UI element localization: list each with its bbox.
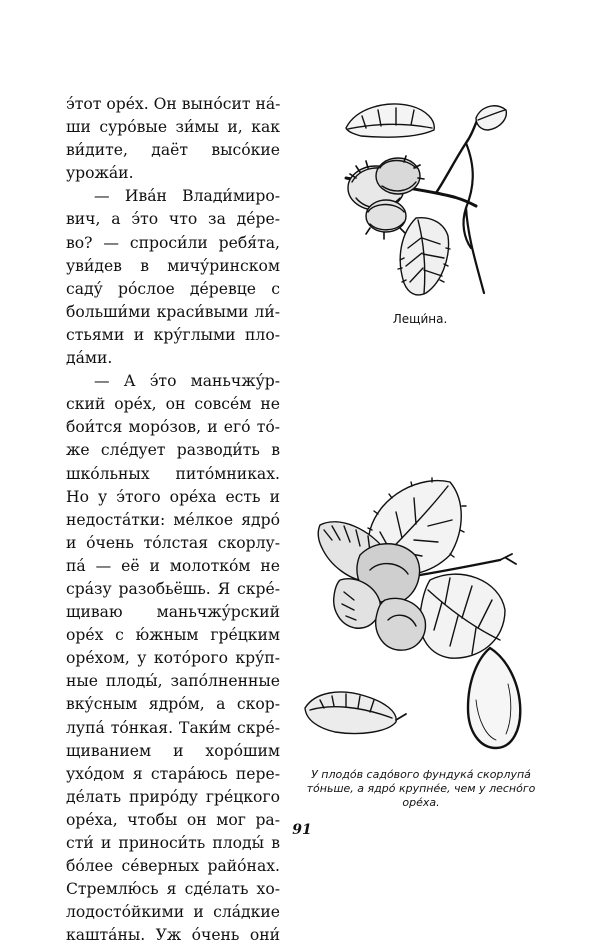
text-line: шко́льных пито́мниках.: [66, 464, 280, 483]
hazel-branch-illustration: [316, 98, 512, 303]
text-line: — А э́то маньчжу́р-: [94, 372, 280, 391]
text-line: кашта́ны. Уж о́чень они́: [66, 926, 280, 945]
text-line: оре́хом, у кото́рого кру́п-: [66, 649, 280, 668]
filbert-illustration: [300, 470, 530, 755]
text-line: во? — спроси́ли ребя́та,: [66, 233, 280, 252]
text-line: да́ми.: [66, 349, 113, 368]
text-line: сти́ и приноси́ть плоды́ в: [66, 834, 280, 852]
text-line: урожа́и.: [66, 164, 134, 183]
text-line: и о́чень то́лстая скорлу-: [66, 533, 280, 552]
filbert-caption: [292, 768, 550, 810]
text-line: сра́зу разобьёшь. Я скре́-: [66, 579, 280, 598]
text-line: стьями и кру́глыми пло-: [66, 325, 280, 344]
text-line: ви́дите, даёт высо́кие: [66, 141, 280, 160]
text-line: лодосто́йкими и сла́дкие: [66, 903, 280, 922]
text-line: Но у э́того оре́ха есть и: [66, 487, 280, 506]
text-line: де́лать приро́ду гре́цкого: [66, 787, 280, 806]
text-line: больши́ми краси́выми ли́-: [66, 302, 280, 321]
text-line: щиваю маньчжу́рский: [66, 603, 280, 622]
text-line: оре́х с ю́жным гре́цким: [66, 626, 280, 645]
filbert-caption-line: У плодо́в садо́вого фундука́ скорлупа́: [311, 768, 531, 781]
text-line: ши суро́вые зи́мы и, как: [66, 118, 280, 137]
text-line: щиванием и хоро́шим: [66, 741, 280, 760]
text-line: саду́ ро́слое де́ревце с: [66, 279, 280, 298]
text-line: па́ — её и молотко́м не: [66, 556, 280, 575]
hazel-caption: Лещи́на.: [392, 312, 448, 326]
text-line: бо́лее се́верных райо́нах.: [66, 857, 280, 876]
text-line: лупа́ то́нкая. Таки́м скре́-: [66, 718, 280, 737]
text-line: уви́дев в мичу́ринском: [66, 256, 280, 275]
text-line: оре́ха, чтобы он мог ра-: [66, 810, 280, 829]
text-line: вич, а э́то что за де́ре-: [66, 210, 280, 229]
filbert-caption-line: оре́ха.: [402, 796, 440, 809]
text-line: вку́сным ядро́м, а скор-: [66, 695, 280, 714]
text-line: недоста́тки: ме́лкое ядро́: [66, 510, 280, 529]
text-line: ский оре́х, он совсе́м не: [66, 395, 280, 414]
body-text-column: [66, 93, 280, 947]
text-line: Стремлю́сь я сде́лать хо-: [66, 880, 280, 899]
text-line: ные плоды́, запо́лненные: [66, 672, 280, 691]
text-line: — Ива́н Влади́миро-: [94, 187, 280, 206]
text-line: бои́тся моро́зов, и его́ то́-: [66, 418, 280, 437]
text-line: же сле́дует разводи́ть в: [66, 441, 280, 460]
text-line: э́тот оре́х. Он выно́сит на́-: [66, 95, 280, 113]
filbert-caption-line: то́ньше, а ядро́ крупне́е, чем у лесно́го: [306, 782, 536, 795]
text-line: ухо́дом я стара́юсь пере-: [66, 764, 280, 783]
page-number: 91: [292, 822, 312, 838]
